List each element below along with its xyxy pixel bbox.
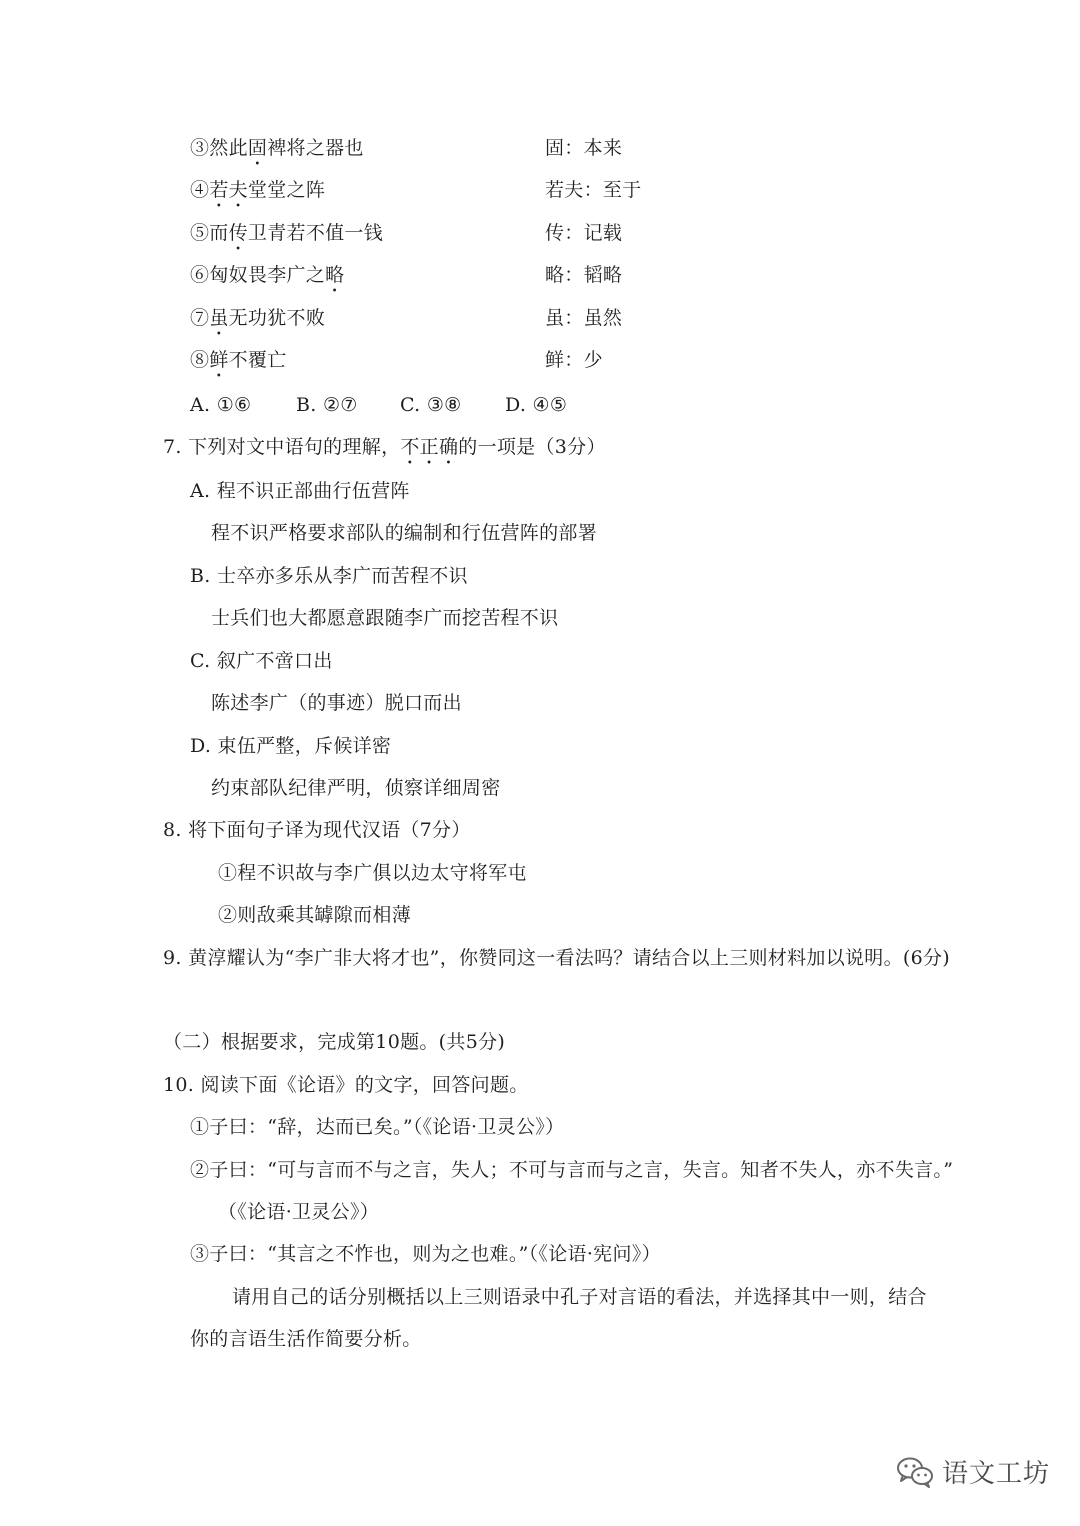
watermark-text: 语文工坊 [942, 1459, 1051, 1489]
emphasized-word: 略 [325, 264, 345, 286]
q6-item-text: 堂堂之阵 [247, 179, 326, 201]
q6-item-text: ⑥匈奴畏李广之 [190, 264, 326, 286]
emphasized-word: 若夫 [209, 179, 248, 201]
q8-item-1: ①程不识故与李广俱以边太守将军屯 [218, 862, 527, 884]
q6-item-7 [190, 306, 325, 340]
q6-gloss-6: 略：韬略 [545, 264, 623, 286]
q10-quote-2: ②子曰：“可与言而不与之言，失人；不可与言而与之言，失言。知者不失人，亦不失言。” [190, 1159, 954, 1181]
q6-gloss-4: 若夫：至于 [545, 179, 642, 201]
q8-stem: 8. 将下面句子译为现代汉语（7分） [163, 819, 471, 841]
q7-stem-text: 7. 下列对文中语句的理解， [163, 436, 401, 458]
emphasized-word: 鲜 [209, 349, 229, 371]
emphasized-word: 固 [247, 137, 268, 159]
emphasized-word: 不正确 [400, 436, 459, 458]
q6-item-text: 不覆亡 [228, 349, 287, 371]
choice-a: A. ①⑥ [190, 394, 252, 416]
q6-item-text: ③然此 [190, 137, 248, 159]
q6-item-5 [190, 221, 383, 255]
q6-gloss-3: 固：本来 [545, 137, 623, 159]
q7-option-d-sentence: D. 束伍严整，斥候详密 [190, 735, 392, 757]
watermark [896, 1456, 1050, 1492]
q6-choices [190, 393, 610, 417]
q7-stem-text: 的一项是（3分） [458, 436, 606, 458]
q6-item-text: ④ [190, 179, 210, 201]
q6-item-text: 卫青若不值一钱 [247, 222, 384, 244]
q6-item-text: ⑤而 [190, 222, 229, 244]
choice-c: C. ③⑧ [400, 394, 462, 416]
q6-item-4 [190, 178, 325, 212]
q6-gloss-5: 传：记载 [545, 222, 623, 244]
q10-quote-3: ③子曰：“其言之不怍也，则为之也难。”（《论语·宪问》） [190, 1243, 661, 1265]
q8-item-2: ②则敌乘其罅隙而相薄 [218, 904, 412, 926]
q6-item-text: 裨将之器也 [267, 137, 364, 159]
q10-task-line-2: 你的言语生活作简要分析。 [190, 1328, 422, 1350]
q10-stem: 10. 阅读下面《论语》的文字，回答问题。 [163, 1074, 529, 1096]
q9-stem: 9. 黄淳耀认为“李广非大将才也”，你赞同这一看法吗？请结合以上三则材料加以说明。(6分) [163, 947, 951, 969]
q10-quote-2-source: （《论语·卫灵公》） [218, 1201, 380, 1223]
choice-b: B. ②⑦ [296, 394, 358, 416]
q7-option-c-translation: 陈述李广（的事迹）脱口而出 [211, 692, 462, 714]
q6-gloss-7: 虽：虽然 [545, 307, 623, 329]
q7-option-d-translation: 约束部队纪律严明，侦察详细周密 [211, 777, 501, 799]
section-heading: （二）根据要求，完成第10题。(共5分) [163, 1031, 506, 1053]
q7-option-c-sentence: C. 叙广不啻口出 [190, 650, 333, 672]
emphasized-word: 虽 [209, 307, 229, 329]
q6-item-text: ⑧ [190, 349, 210, 371]
q7-option-a-translation: 程不识严格要求部队的编制和行伍营阵的部署 [211, 522, 598, 544]
q6-item-8 [190, 348, 287, 382]
choice-d: D. ④⑤ [505, 394, 568, 416]
q6-item-6 [190, 263, 344, 297]
q7-stem [163, 435, 606, 469]
q6-gloss-8: 鲜：少 [545, 349, 603, 371]
q6-item-text: 无功犹不败 [228, 307, 326, 329]
q6-item-3 [190, 136, 364, 170]
wechat-icon [896, 1456, 934, 1492]
q10-task-line-1: 请用自己的话分别概括以上三则语录中孔子对言语的看法，并选择其中一则，结合 [232, 1286, 927, 1308]
q7-option-b-sentence: B. 士卒亦多乐从李广而苦程不识 [190, 565, 468, 587]
q10-quote-1: ①子曰：“辞，达而已矣。”（《论语·卫灵公》） [190, 1116, 565, 1138]
q7-option-b-translation: 士兵们也大都愿意跟随李广而挖苦程不识 [211, 607, 559, 629]
emphasized-word: 传 [228, 222, 248, 244]
q7-option-a-sentence: A. 程不识正部曲行伍营阵 [190, 480, 410, 502]
q6-item-text: ⑦ [190, 307, 210, 329]
